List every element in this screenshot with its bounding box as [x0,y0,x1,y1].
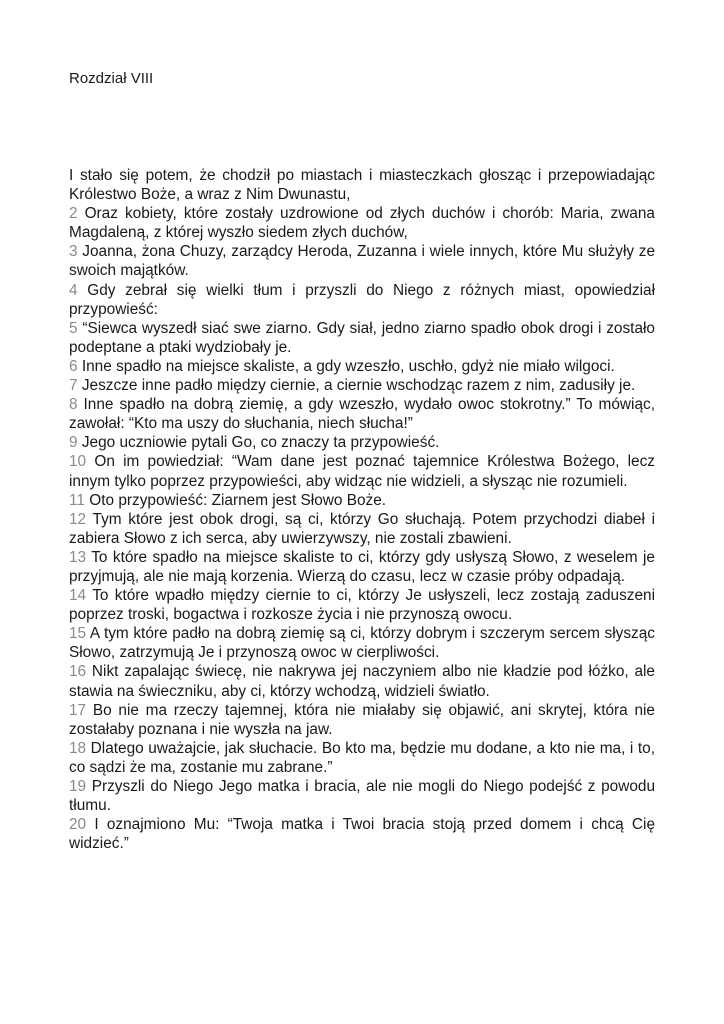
verse-number: 11 [69,491,85,509]
verse [69,701,655,739]
verse-text: On im powiedział: “Wam dane jest poznać tajemnice Królestwa Bożego, lecz innym tylko poprzez przypowieści, aby widząc nie widzieli, a słysząc nie rozumieli. [69,453,655,490]
verse-text: Oto przypowieść: Ziarnem jest Słowo Boże. [89,491,387,509]
chapter-title: Rozdział VIII [69,70,154,87]
verse [69,281,655,319]
verse-text: I oznajmiono Mu: “Twoja matka i Twoi bracia stoją przed domem i chcą Cię widzieć.” [69,816,656,853]
verse-text: To które wpadło między ciernie to ci, którzy Je usłyszeli, lecz zostają zaduszeni poprzez troski, bogactwa i rozkosze życia i nie przynoszą owocu. [69,587,655,624]
verse-text: Joanna, żona Chuzy, zarządcy Heroda, Zuzanna i wiele innych, które Mu służyły ze swoich majątków. [69,243,656,280]
verse-list [69,166,655,853]
verse-number: 8 [69,396,78,414]
verse-text: “Siewca wyszedł siać swe ziarno. Gdy siał, jedno ziarno spadło obok drogi i zostało podeptane a ptaki wydziobały je. [69,319,655,356]
verse-number: 15 [69,625,87,643]
verse-number: 2 [69,205,78,223]
verse-text: Jeszcze inne padło między ciernie, a ciernie wschodząc razem z nim, zadusiły je. [81,377,636,395]
verse-number: 6 [69,357,78,375]
verse-number: 9 [69,434,78,452]
verse [69,586,655,624]
verse [69,319,655,357]
verse-text: Nikt zapalając świecę, nie nakrywa jej naczyniem albo nie kładzie pod łóżko, ale stawia na świeczniku, aby ci, którzy wchodzą, widzieli światło. [69,663,655,700]
verse [69,204,655,242]
verse-number: 16 [69,663,87,681]
verse-text: Dlatego uważajcie, jak słuchacie. Bo kto ma, będzie mu dodane, a kto nie ma, i to, co sądzi że ma, zostanie mu zabrane.” [69,739,655,776]
verse-text: Oraz kobiety, które zostały uzdrowione od złych duchów i chorób: Maria, zwana Magdaleną, z której wyszło siedem złych duchów, [69,205,655,242]
verse-text: Inne spadło na miejsce skaliste, a gdy wzeszło, uschło, gdyż nie miało wilgoci. [81,357,615,375]
verse [69,433,655,452]
verse-text: Przyszli do Niego Jego matka i bracia, ale nie mogli do Niego podejść z powodu tłumu. [69,778,655,815]
verse-text: Bo nie ma rzeczy tajemnej, która nie miałaby się objawić, ani skrytej, która nie zostałaby poznana i nie wyszła na jaw. [69,701,655,738]
verse [69,548,655,586]
verse-text: Gdy zebrał się wielki tłum i przyszli do Niego z różnych miast, opowiedział przypowieść: [69,281,655,318]
verse-number: 12 [69,510,87,528]
verse [69,357,655,376]
verse [69,452,655,490]
verse [69,624,655,662]
verse-number: 3 [69,243,78,261]
verse [69,777,655,815]
verse-number: 20 [69,816,87,834]
verse-text: Jego uczniowie pytali Go, co znaczy ta przypowieść. [81,434,440,452]
verse-number: 10 [69,453,87,471]
verse [69,662,655,700]
verse-number: 4 [69,281,78,299]
verse [69,739,655,777]
verse [69,491,655,510]
verse [69,242,655,280]
verse-number: 14 [69,587,87,605]
verse [69,815,655,853]
verse [69,166,655,204]
verse-number: 19 [69,778,87,795]
verse-number: 17 [69,701,87,719]
verse-number: 18 [69,739,87,757]
verse-text: Tym które jest obok drogi, są ci, którzy Go słuchają. Potem przychodzi diabeł i zabiera Słowo z ich serca, aby uwierzywszy, nie zostali zbawieni. [69,510,655,547]
verse-text: To które spadło na miejsce skaliste to ci, którzy gdy usłyszą Słowo, z weselem je przyjmują, ale nie mają korzenia. Wierzą do czasu, lecz w czasie próby odpadają. [69,548,655,585]
verse-number: 5 [69,319,78,337]
verse-number: 13 [69,548,87,566]
verse-text: Inne spadło na dobrą ziemię, a gdy wzeszło, wydało owoc stokrotny.” To mówiąc, zawołał: “Kto ma uszy do słuchania, niech słucha!” [69,396,655,433]
verse-text: I stało się potem, że chodził po miastach i miasteczkach głosząc i przepowiadając Królestwo Boże, a wraz z Nim Dwunastu, [69,167,655,204]
verse-number: 7 [69,377,78,395]
verse [69,395,655,433]
verse-text: A tym które padło na dobrą ziemię są ci, którzy dobrym i szczerym sercem słysząc Słowo, zatrzymują Je i przynoszą owoc w cierpliwości. [69,625,655,662]
verse [69,510,655,548]
verse [69,376,655,395]
